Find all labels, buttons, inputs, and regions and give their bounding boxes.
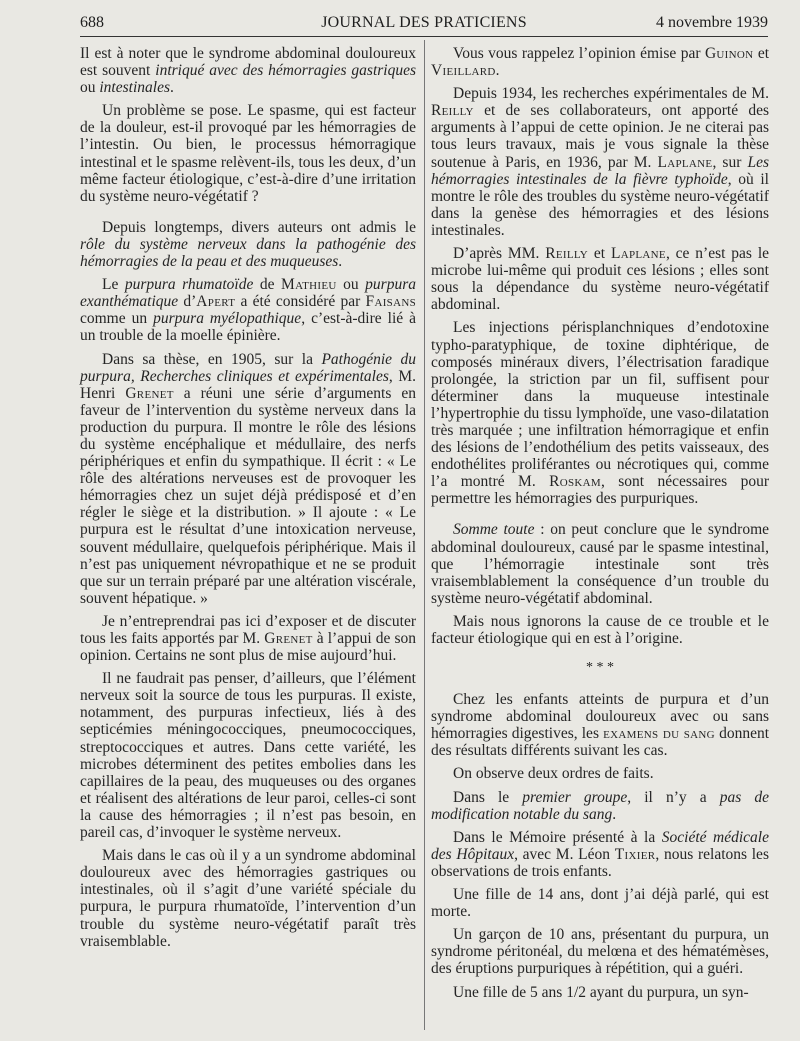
paragraph: Vous vous rappelez l’opinion émise par Guinon et Vieillard. [431,45,770,80]
running-header [80,14,768,36]
author-name: Apert [196,293,236,311]
paragraph: Depuis longtemps, divers auteurs ont admis le rôle du système nerveux dans la pathogénie des hémorragies de la peau et des muqueuses. [80,218,416,271]
paragraph: Une fille de 5 ans 1/2 ayant du purpura, un syn- [453,983,749,1001]
paragraph: Le purpura rhumatoïde de Mathieu ou purpura exanthématique d’Apert a été considéré par Faisans comme un purpura myélopathique, c’est-à-dire lié à un trouble de la moelle épinière. [80,276,417,345]
author-name: Faisans [365,293,416,311]
paragraph: Chez les enfants atteints de purpura et d’un syndrome abdominal douloureux avec ou sans hémorragies digestives, les examens du sang donnent des résultats différents suivant les cas. [431,691,769,760]
header-rule [80,36,768,37]
paragraph: Dans sa thèse, en 1905, sur la Pathogénie du purpura, Recherches cliniques et expérimentales, M. Henri Grenet a réuni une série d’arguments en faveur de l’intervention du système nerveux dans la production du purpura. Il montre le rôle des lésions du système encéphalique et médullaire, des nerfs périphériques et enfin du sympathique. Il écrit : « Le rôle des altérations nerveuses est de provoquer les hémorragies chez un sujet déjà prédisposé et d’en régler le siège et la distribution. » Il ajoute : « Le purpura est le résultat d’une intoxication nerveuse, souvent médullaire, quelquefois périphérique. Mais il n’est pas uniquement névropathique et ne se produit que sur un terrain préparé par une altération viscérale, souvent hépatique. » [80,350,417,607]
author-name: Laplane [610,245,666,263]
paragraph: Je n’entreprendrai pas ici d’exposer et de discuter tous les faits apportés par M. Grenet à l’appui de son opinion. Certains ne sont plus de mise aujourd’hui. [80,612,416,665]
author-name: Reilly [431,102,474,120]
left-column [80,45,416,956]
paragraph: Depuis 1934, les recherches expérimentales de M. Reilly et de ses collaborateurs, ont apporté des arguments à l’appui de cette opinion. Je ne citerai pas tous leurs travaux, mais je vous signale la thèse soutenue à Paris, en 1936, par M. Laplane, sur Les hémorragies intestinales de la fièvre typhoïde, où il montre le rôle des troubles du système neuro-végétatif dans la genèse des hémorragies et des lésions intestinales. [431,85,769,239]
author-name: Vieillard [431,62,496,80]
paragraph: Dans le premier groupe, il n’y a pas de modification notable du sang. [431,788,769,823]
journal-title: JOURNAL DES PRATICIENS [321,14,527,31]
paragraph: Un garçon de 10 ans, présentant du purpura, un syndrome péritonéal, du melœna et des hématémèses, des éruptions purpuriques à répétition, qui a guéri. [431,926,769,978]
author-name: Grenet [264,630,313,647]
paragraph: Somme toute : on peut conclure que le syndrome abdominal douloureux, causé par le spasme intestinal, que l’hémorragie intestinale sont très vraisemblablement la conséquence d’un trouble du système neuro-végétatif abdominal. [431,521,770,607]
paragraph: Dans le Mémoire présenté à la Société médicale des Hôpitaux, avec M. Léon Tixier, nous relatons les observations de trois enfants. [431,828,769,880]
paragraph: Un problème se pose. Le spasme, qui est facteur de la douleur, est-il provoqué par les hémorragies de l’intestin. Ou bien, le processus hémorragique intestinal et le spasme relèvent-ils, tous les deux, d’un même facteur étiologique, c’est-à-dire d’une irritation du système neuro-végétatif ? [80,102,416,205]
author-name: Roskam [549,473,601,491]
author-name: Reilly [545,245,589,263]
author-name: Guinon [704,45,754,62]
paragraph: Mais dans le cas où il y a un syndrome abdominal douloureux avec des hémorragies gastriques ou intestinales, où il s’agit d’une variété spéciale du purpura, le purpura rhumatoïde, l’intervention d’un trouble du système neuro-végétatif paraît très vraisemblable. [80,847,416,950]
author-name: Grenet [125,384,174,402]
paragraph: Il est à noter que le syndrome abdominal douloureux est souvent intriqué avec des hémorragies gastriques ou intestinales. [80,45,416,97]
paragraph: Il ne faudrait pas penser, d’ailleurs, que l’élément nerveux soit la source de tous les purpuras. Il existe, notamment, des purpuras infectieux, liés à des septicémies méningococciques, pneumococciques, streptococciques et autres. Dans cette variété, les microbes déterminent des petites embolies dans les capillaires de la peau, des muqueuses ou des organes et réalisent des altérations de leur paroi, celles-ci sont la cause des hémorragies ; il n’est pas besoin, en pareil cas, d’invoquer le système nerveux. [80,670,416,842]
author-name: Tixier [614,845,656,863]
paragraph: D’après MM. Reilly et Laplane, ce n’est pas le microbe lui-même qui produit ces lésions ; elles sont sous la dépendance du système neuro-végétatif abdominal. [431,245,770,314]
paragraph: Mais nous ignorons la cause de ce trouble et le facteur étiologique qui en est à l’origine. [431,612,769,647]
paragraph: On observe deux ordres de faits. [453,765,654,783]
paragraph: Les injections périsplanchniques d’endotoxine typho-paratyphique, de toxine diphtérique, de composés minéraux divers, l’électrisation faradique prolongée, la striction par un fil, suffisent pour déterminer dans la muqueuse intestinale l’hypertrophie du tissu lymphoïde, une vaso-dilatation très marquée ; une infiltration hémorragique et enfin des lésions de l’endothélium des petits vaisseaux, des endothélites proliférantes ou nécrotiques qui, comme l’a montré M. Roskam, sont nécessaires pour permettre les hémorragies des purpuriques. [431,319,769,508]
page-number: 688 [80,14,104,31]
paragraph: Une fille de 14 ans, dont j’ai déjà parlé, qui est morte. [431,886,769,921]
section-keyword: examens du sang [603,725,715,743]
section-separator: * * * [586,660,614,676]
issue-date: 4 novembre 1939 [656,14,768,31]
right-column [431,45,769,1007]
column-divider [424,40,425,1030]
author-name: Laplane [657,153,713,171]
author-name: Mathieu [281,276,337,294]
